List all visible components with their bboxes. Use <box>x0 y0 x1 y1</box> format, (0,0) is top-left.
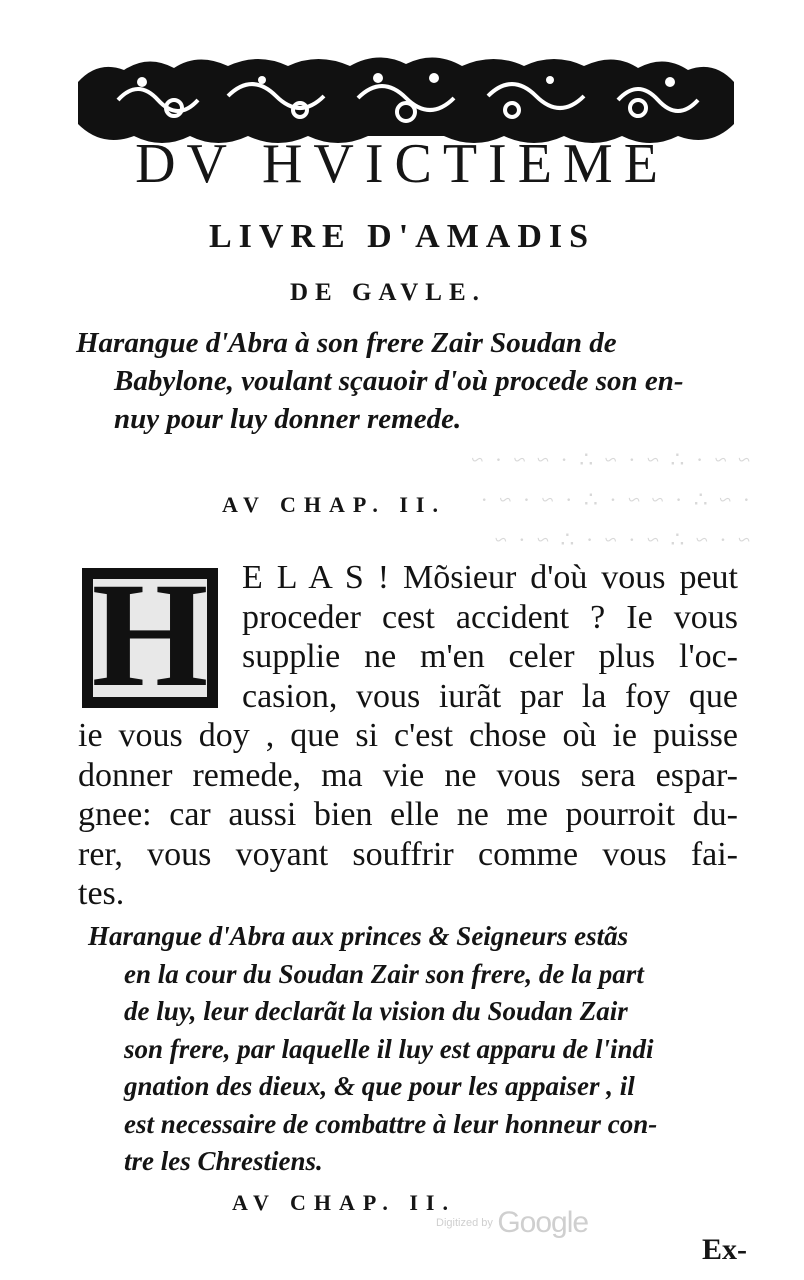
body-line: tes. <box>78 875 125 912</box>
initial-letter: H <box>91 552 209 718</box>
summary-1-line: Harangue d'Abra à son frere Zair Soudan de <box>76 327 617 359</box>
book-title-line-1: DV HVICTIEME <box>135 133 669 195</box>
watermark-prefix: Digitized by <box>436 1217 493 1229</box>
book-title-line-3: DE GAVLE. <box>290 279 486 306</box>
body-line: supplie ne m'en celer plus l'oc- <box>242 638 738 675</box>
book-title-line-2: LIVRE D'AMADIS <box>208 218 596 255</box>
summary-2-line: de luy, leur declarãt la vision du Soudan Zair <box>124 996 628 1026</box>
body-line: rer, vous voyant souffrir comme vous fai- <box>78 835 738 873</box>
catchword: Ex- <box>702 1233 747 1266</box>
body-line: E L A S ! Mõsieur d'où vous peut <box>242 559 738 596</box>
body-line: ie vous doy , que si c'est chose où ie puisse <box>78 717 738 754</box>
chapter-heading-1: AV CHAP. II. <box>222 492 446 517</box>
summary-2-line: est necessaire de combattre à leur honneur con- <box>124 1108 658 1139</box>
body-line: donner remede, ma vie ne vous sera espar- <box>78 756 738 794</box>
summary-1-line: Babylone, voulant sçauoir d'où procede son en- <box>114 365 684 397</box>
summary-2-line: son frere, par laquelle il luy est apparu de l'indi <box>124 1033 654 1064</box>
chapter-heading-2: AV CHAP. II. <box>232 1190 456 1215</box>
summary-2-line: gnation des dieux, & que pour les appaiser , il <box>124 1071 635 1101</box>
summary-2-line: tre les Chrestiens. <box>124 1146 323 1176</box>
watermark-brand: Google <box>497 1206 589 1239</box>
chapter-summary-1 <box>76 324 746 438</box>
summary-2-line: Harangue d'Abra aux princes & Seigneurs estãs <box>88 921 629 951</box>
summary-1-line: nuy pour luy donner remede. <box>114 403 462 435</box>
summary-2-line: en la cour du Soudan Zair son frere, de la part <box>124 958 644 989</box>
body-paragraph <box>78 552 738 914</box>
body-line: proceder cest accident ? Ie vous <box>242 598 738 636</box>
chapter-summary-2 <box>88 918 768 1181</box>
body-line: gnee: car aussi bien elle ne me pourroit du- <box>78 796 738 833</box>
bleed-through-texture: ~ ~ · ∴ ~ · ~ ∴ · ~ ~ · ~ · ~ ∴ · ~ ~ · ∴ · ~ · ~ · ~ · ~ ∴ ~ · ~ · ∴ ~ · ~ <box>468 447 750 552</box>
body-line: casion, vous iurãt par la foy que <box>242 677 738 715</box>
digitization-watermark <box>436 1206 588 1240</box>
